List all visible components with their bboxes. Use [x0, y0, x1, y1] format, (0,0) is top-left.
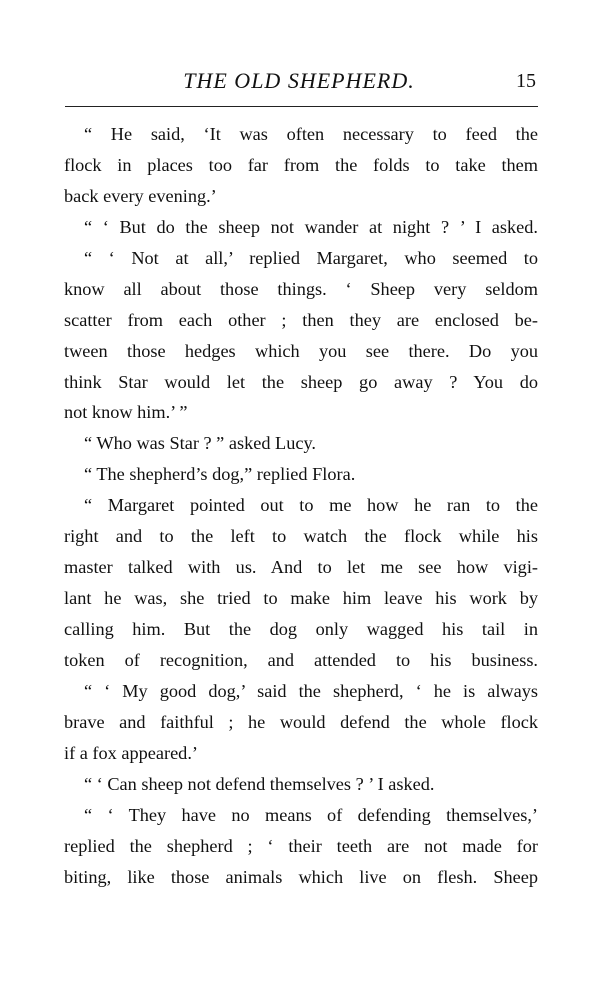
text-line: back every evening.’ — [64, 185, 217, 206]
text-line: “ ‘ Can sheep not defend themselves ? ’ I asked. — [84, 773, 435, 794]
text-line: “ Margaret pointed out to me how he ran to the — [84, 495, 538, 516]
page-number: 15 — [516, 70, 536, 92]
text-line: replied the shepherd ; ‘ their teeth are not made for — [64, 835, 538, 856]
text-line: “ ‘ My good dog,’ said the shepherd, ‘ he is always — [84, 680, 538, 701]
running-head-title: THE OLD SHEPHERD. — [183, 68, 415, 93]
body-text — [64, 119, 538, 892]
text-line: “ ‘ They have no means of defending themselves,’ — [84, 804, 538, 825]
text-line: calling him. But the dog only wagged his tail in — [64, 619, 538, 639]
text-line: “ The shepherd’s dog,” replied Flora. — [84, 464, 356, 485]
text-line: think Star would let the sheep go away ? You do — [64, 371, 538, 392]
text-line: if a fox appeared.’ — [64, 742, 198, 763]
text-line: master talked with us. And to let me see how vigi- — [64, 557, 538, 578]
text-line: right and to the left to watch the flock while his — [64, 526, 538, 547]
text-line: not know him.’ ” — [64, 402, 188, 423]
text-line: know all about those things. ‘ Sheep very seldom — [64, 278, 538, 299]
text-line: brave and faithful ; he would defend the whole flock — [64, 711, 538, 732]
header-rule — [65, 106, 538, 107]
text-line: “ ‘ Not at all,’ replied Margaret, who seemed to — [84, 247, 538, 268]
text-line: scatter from each other ; then they are enclosed be- — [64, 309, 538, 330]
text-line: flock in places too far from the folds to take them — [64, 154, 538, 175]
text-line: “ ‘ But do the sheep not wander at night ? ’ I asked. — [84, 216, 538, 237]
text-line: lant he was, she tried to make him leave his work by — [64, 588, 538, 609]
text-line: “ He said, ‘It was often necessary to feed the — [84, 124, 538, 144]
text-line: biting, like those animals which live on flesh. Sheep — [64, 866, 538, 887]
text-line: tween those hedges which you see there. Do you — [64, 340, 538, 361]
text-line: token of recognition, and attended to his business. — [64, 649, 538, 670]
text-line: “ Who was Star ? ” asked Lucy. — [84, 433, 316, 454]
